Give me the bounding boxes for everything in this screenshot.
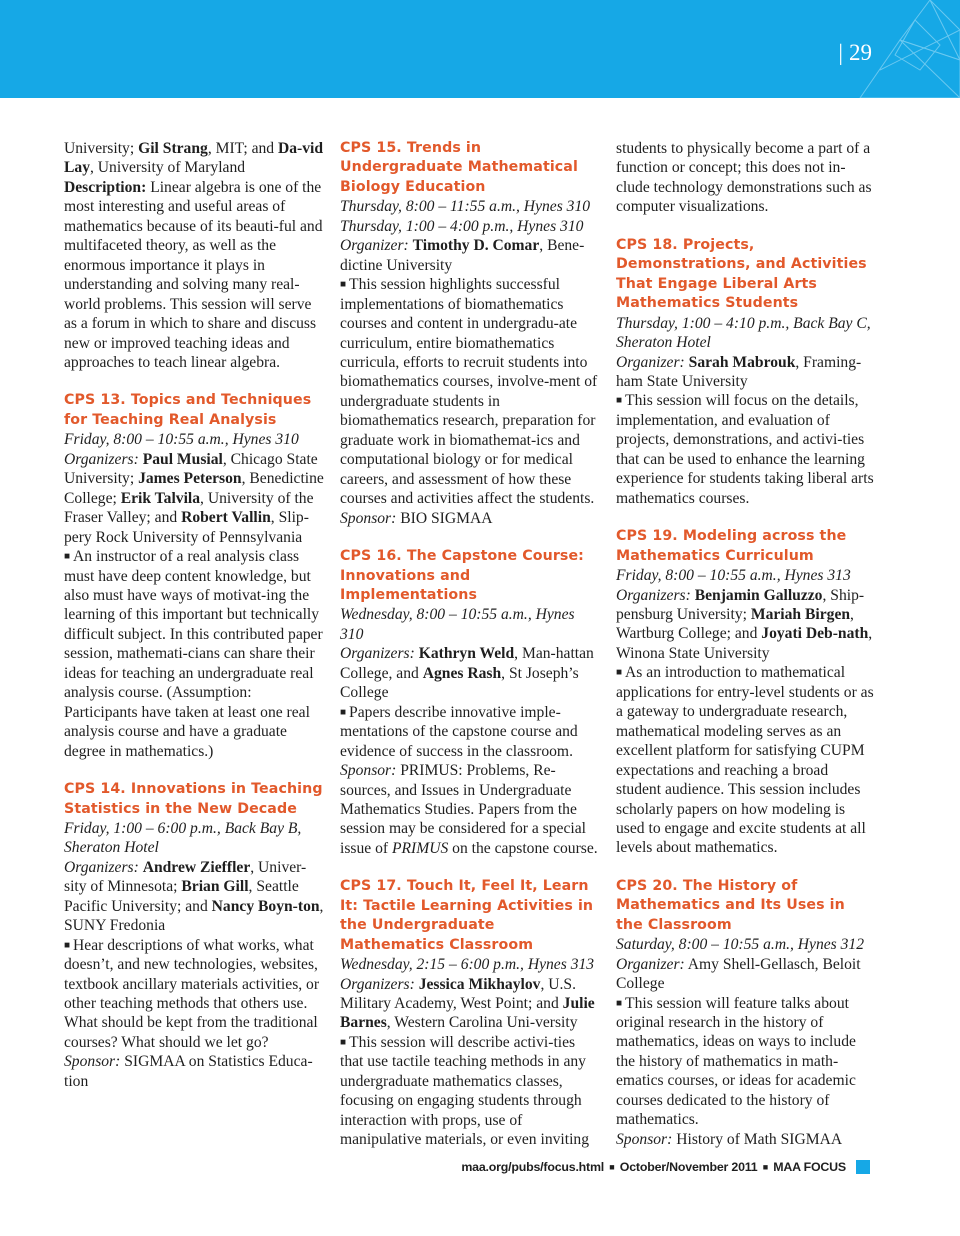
- page-number: | 29: [838, 40, 872, 65]
- bullet-icon: ■: [616, 997, 623, 1009]
- footer-square-icon: [856, 1160, 870, 1174]
- cps-15-title: CPS 15. Trends in Undergraduate Mathematical Biology Education: [340, 140, 578, 195]
- bullet-icon: ■: [64, 939, 71, 951]
- session-12-continued: University; Gil Strang, MIT; and Da-vid Lay, University of Maryland: [64, 140, 324, 177]
- column-2: [340, 139, 600, 1150]
- cps-16-time: Wednesday, 8:00 – 10:55 a.m., Hynes 310: [340, 606, 575, 643]
- cps-15-description: ■ This session highlights successful implementations of biomathematics courses and content in undergradu-ate curriculum, entire biomathematics curricula, efforts to recruit students into biomathematics courses, involve-ment of undergraduate students in biomathematics research, preparation for graduate work in biomathemat-ics and computational biology or for medical careers, and assessment of how these courses and activities affect the students.: [340, 276, 598, 508]
- cps-14-title: CPS 14. Innovations in Teaching Statistics in the New Decade: [64, 781, 323, 817]
- cps-19-organizers: Organizers: Benjamin Galluzzo, Ship-pensburg University; Mariah Birgen, Wartburg College; and Joyati Deb-nath, Winona State University: [616, 586, 873, 662]
- cps-20-sponsor: Sponsor: History of Math SIGMAA: [616, 1130, 843, 1148]
- cps-15-time-1: Thursday, 8:00 – 11:55 a.m., Hynes 310: [340, 198, 591, 216]
- bullet-icon: ■: [340, 279, 347, 291]
- page-footer: [461, 1160, 846, 1174]
- cps-18-time: Thursday, 1:00 – 4:10 p.m., Back Bay C, Sheraton Hotel: [616, 314, 871, 352]
- bullet-icon: ■: [340, 706, 347, 718]
- cps-20-title: CPS 20. The History of Mathematics and Its Uses in the Classroom: [616, 877, 845, 933]
- cps-18-title: CPS 18. Projects, Demonstrations, and Activities That Engage Liberal Arts Mathematics Students: [616, 236, 867, 312]
- cps-19-title: CPS 19. Modeling across the Mathematics Curriculum: [616, 528, 847, 564]
- cps-14-sponsor: Sponsor: SIGMAA on Statistics Educa-tion: [64, 1053, 313, 1090]
- cps-18-description: ■ This session will focus on the details, implementation, and evaluation of projects, demonstrations, and activi-ties that can be used to enhance the learning experience for students taking liberal arts mathematics courses.: [616, 392, 874, 507]
- cps-13-title: CPS 13. Topics and Techniques for Teaching Real Analysis: [64, 392, 312, 428]
- cps-13-description: ■ An instructor of a real analysis class must have deep content knowledge, but also must have ways of motivat-ing the learning of this important but technically difficult subject. In this contributed paper session, mathemati-cians can share their ideas for teaching an undergraduate real analysis course. (Assumption: Participants have taken at least one real analysis course and have a graduate degree in mathematics.): [64, 548, 323, 760]
- cps-17-title: CPS 17. Touch It, Feel It, Learn It: Tactile Learning Activities in the Undergraduate Mathematics Classroom: [340, 878, 594, 953]
- footer-issue: October/November 2011: [619, 1160, 758, 1174]
- cps-20-organizer: Organizer: Amy Shell-Gellasch, Beloit College: [616, 955, 861, 993]
- footer-publication: MAA FOCUS: [773, 1160, 846, 1174]
- cps-17-description: ■ This session will describe activi-ties that use tactile teaching methods in any undergraduate mathematics classes, focusing on engaging students through interaction with props, use of manipulative materials, or even inviting: [340, 1033, 589, 1149]
- cps-17-continued: students to physically become a part of a function or concept; this does not in-clude technology demonstrations such as computer visualizations.: [616, 140, 872, 216]
- cps-15-sponsor: Sponsor: BIO SIGMAA: [340, 509, 493, 527]
- column-1: [64, 139, 324, 1091]
- header-banner: [0, 0, 960, 98]
- cps-13-time: Friday, 8:00 – 10:55 a.m., Hynes 310: [64, 431, 299, 449]
- bullet-icon: ■: [616, 667, 623, 679]
- cps-19-description: ■ As an introduction to mathematical applications for entry-level students or as a gateway to undergraduate research, mathematical modeling serves as an excellent platform for satisfying CUPM expectations and reaching a broad student audience. This session includes scholarly papers on how modeling is used to engage and excite students at all levels about mathematics.: [616, 664, 874, 857]
- cps-18-organizer: Organizer: Sarah Mabrouk, Framing-ham State University: [616, 353, 862, 390]
- cps-16-description: ■ Papers describe innovative imple-mentations of the capstone course and evidence of success in the classroom. Sponsor: PRIMUS: Problems, Re-sources, and Issues in Undergraduate Mathematics Studies. Papers from the session may be considered for a special issue of PRIMUS on the capstone course.: [340, 703, 598, 857]
- cps-13-organizers: Organizers: Paul Musial, Chicago State University; James Peterson, Benedictine: [64, 450, 324, 488]
- separator-icon: ■: [762, 1162, 768, 1172]
- cps-14-organizers: Organizers: Andrew Zieffler, Univer-sity of Minnesota; Brian Gill, Seattle Pacific University; and Nancy Boyn-ton, SUNY Fredonia: [64, 858, 324, 935]
- bullet-icon: ■: [340, 1036, 347, 1048]
- cps-14-description: ■ Hear descriptions of what works, what doesn’t, and new technologies, websites, textbook ancillary materials activities, or other teaching methods that others use. What should be kept from the traditional courses? What should we let go?: [64, 936, 320, 1051]
- column-3: [616, 139, 876, 1149]
- footer-url[interactable]: maa.org/pubs/focus.html: [461, 1160, 605, 1174]
- cps-13-organizers-cont: College; Erik Talvila, University of the Fraser Valley; and Robert Vallin, Slip-pery Rock University of Pennsylvania: [64, 489, 314, 546]
- cps-14-time: Friday, 1:00 – 6:00 p.m., Back Bay B, Sheraton Hotel: [64, 819, 302, 857]
- cps-16-organizers: Organizers: Kathryn Weld, Man-hattan College, and Agnes Rash, St Joseph’s College: [340, 645, 594, 702]
- cps-17-time: Wednesday, 2:15 – 6:00 p.m., Hynes 313: [340, 956, 595, 974]
- session-12-description: Description: Linear algebra is one of the most interesting and useful areas of mathematics because of its beauti-ful and multifaceted theory, as well as the enormous importance it plays in understanding and solving many real-world problems. This session will serve as a forum in which to share and discuss new or improved teaching ideas and approaches to teach linear algebra.: [64, 178, 323, 371]
- cps-15-time-2: Thursday, 1:00 – 4:00 p.m., Hynes 310: [340, 217, 584, 235]
- cps-16-title: CPS 16. The Capstone Course: Innovations and Implementations: [340, 548, 584, 603]
- bullet-icon: ■: [616, 395, 623, 407]
- cps-15-organizer: Organizer: Timothy D. Comar, Bene-dictine University: [340, 237, 585, 274]
- cps-19-time: Friday, 8:00 – 10:55 a.m., Hynes 313: [616, 567, 851, 585]
- cps-20-description: ■ This session will feature talks about original research in the history of mathematics, ideas on ways to include the history of mathematics in math-ematics courses, or ideas for academic courses dedicated to the history of mathematics.: [616, 994, 856, 1129]
- separator-icon: ■: [609, 1162, 615, 1172]
- bullet-icon: ■: [64, 551, 71, 563]
- cps-20-time: Saturday, 8:00 – 10:55 a.m., Hynes 312: [616, 936, 865, 954]
- cps-17-organizers: Organizers: Jessica Mikhaylov, U.S. Military Academy, West Point; and Julie Barnes, Western Carolina Uni-versity: [340, 975, 595, 1032]
